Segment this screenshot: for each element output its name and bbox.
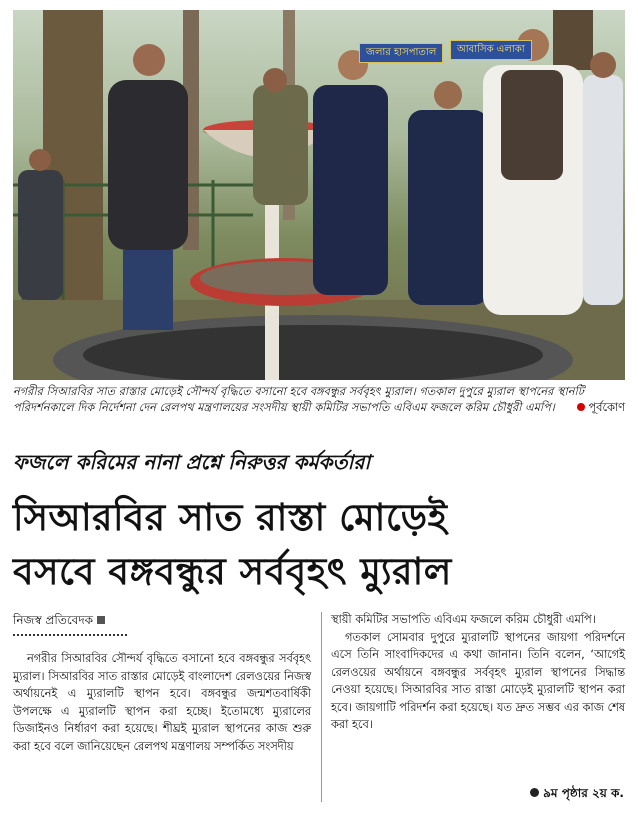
continued-marker — [530, 785, 624, 805]
shoulder-headline: ফজলে করিমের নানা প্রশ্নে নিরুত্তর কর্মকর্তারা — [13, 450, 371, 474]
byline-text: নিজস্ব প্রতিবেদক — [13, 613, 94, 627]
tree-trunk — [553, 10, 593, 70]
article-column-right — [331, 611, 625, 734]
caption-text: নগরীর সিআরবির সাত রাস্তার মোড়েই সৌন্দর্য বৃদ্ধিতে বসানো হবে বঙ্গবন্ধুর সর্ববৃহৎ ম্যুরাল। গতকাল দুপুরে ম্যুরাল স্থাপনের স্থানটি পরিদর্শনকালে দিক নির্দেশনা দেন রেলপথ মন্ত্রণালয়ের সংসদীয় স্থায়ী কমিটির সভাপতি এবিএম ফজলে করিম চৌধুরী এমপি। — [13, 385, 584, 414]
paragraph: স্থায়ী কমিটির সভাপতি এবিএম ফজলে করিম চৌধুরী এমপি। — [331, 613, 596, 626]
sign-hospital: জলার হাসপাতাল — [359, 43, 443, 63]
news-photo — [13, 10, 625, 380]
photo-caption — [13, 384, 625, 416]
headline-line-2: বসবে বঙ্গবন্ধুর সর্ববৃহৎ ম্যুরাল — [13, 550, 452, 593]
paragraph: গতকাল সোমবার দুপুরে ম্যুরালটি স্থাপনের জায়গা পরিদর্শনে এসে তিনি সাংবাদিকদের এ কথা জানান। তিনি বলেন, ‘আগেই রেলওয়ের অর্থায়নে বঙ্গবন্ধুর সর্ববৃহৎ ম্যুরাল স্থাপনের সিদ্ধান্ত নেওয়া হয়েছে। সিআরবির সাত রাস্তা মোড়েই ম্যুরালটি স্থাপন করা হবে। জায়গাটি পরিদর্শন করা হয়েছে। যত দ্রুত সম্ভব এর কাজ শেষ করা হবে। — [331, 630, 625, 731]
dotted-divider — [13, 634, 127, 636]
column-rule — [321, 612, 322, 802]
byline — [13, 612, 105, 632]
credit-text: পূর্বকোণ — [588, 401, 625, 414]
people — [18, 29, 623, 330]
paragraph: নগরীর সিআরবির সৌন্দর্য বৃদ্ধিতে বসানো হবে বঙ্গবন্ধুর সর্ববৃহৎ ম্যুরাল। সিআরবির সাত রাস্তার মোড়েই বাংলাদেশ রেলওয়ের নিজস্ব অর্থায়নেই এ ম্যুরালটি স্থাপন হবে। বঙ্গবন্ধুর জন্মশতবার্ষিকী উপলক্ষে এ ম্যুরালটি স্থাপন করা হচ্ছে। ইতোমধ্যে ম্যুরালের ডিজাইনও নির্ধারণ করা হয়েছে। শীঘ্রই ম্যুরাল স্থাপনের কাজ শুরু করা হবে বলে জানিয়েছেন রেলপথ মন্ত্রণালয় সম্পর্কিত সংসদীয় — [13, 652, 311, 753]
photo-illustration — [13, 10, 625, 380]
caption-credit — [577, 400, 625, 416]
headline-line-1: সিআরবির সাত রাস্তা মোড়েই — [13, 496, 448, 539]
bullet-icon — [577, 403, 585, 411]
square-icon — [97, 616, 105, 624]
bullet-icon — [530, 788, 539, 797]
sign-residential: আবাসিক এলাকা — [450, 40, 532, 60]
continued-text: ৯ম পৃষ্ঠার ২য় ক. — [543, 786, 624, 800]
article-column-left — [13, 650, 311, 755]
